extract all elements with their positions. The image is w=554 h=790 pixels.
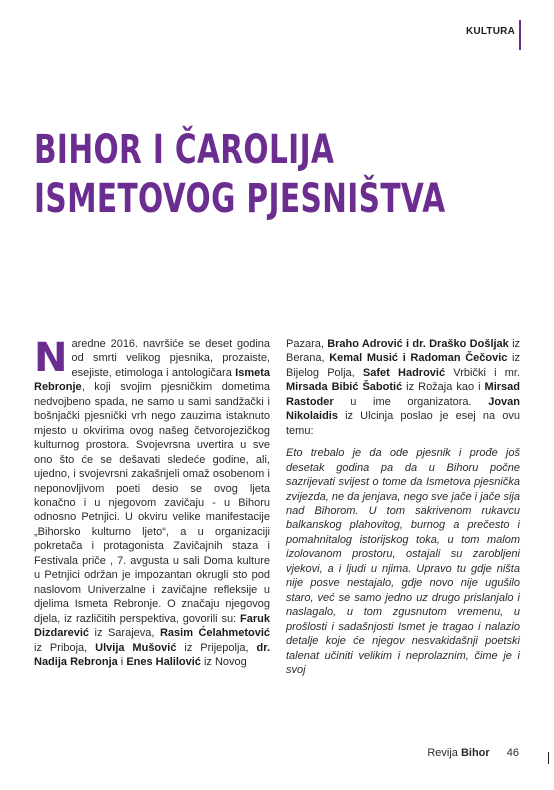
text-run: iz Priboja, (34, 641, 96, 654)
section-divider (519, 20, 521, 50)
drop-cap: N (34, 335, 68, 381)
text-run: iz Rožaja kao i (402, 381, 485, 394)
text-run: iz Prijepolja, (176, 641, 257, 654)
essay-quote: Eto trebalo je da ode pjesnik i prođe još desetak godina pa da u Bihoru počne sazrijevati svijest o tome da Ismetova pjesnička zvijezda, ne da jenjava, nego sve jače i jače sija nad Bihorom. U tom sakrivenom rukavcu balkanskog plahovitog, burnog a prečesto i pomahnitalog istorijskog toka, u tom malom izolovanom prostoru, ostajali su zarobljeni vjekovi, a i ljudi u njima. Upravo tu gdje ništa nije posve nestajalo, gdje novo nije ugušilo staro, već se samo jedno uz drugo prislanjalo i naslagalo, u tom zgusnutom vremenu, u prošlosti i sadašnjosti Ismet je tragao i nalazio detalje koje će njegov nesvakidašnji poetski talenat učiniti velikim i neprolaznim, čime je i svoj (286, 447, 520, 676)
text-run: u ime organizatora. (333, 395, 489, 408)
text-run: iz Bijelog Polja, (286, 352, 520, 379)
title-line-2: ISMETOVOG PJESNIŠTVA (34, 176, 446, 222)
person-name: dr. Nadija Rebronja (34, 641, 270, 668)
person-name: Faruk Dizdarević (34, 612, 270, 640)
person-name: Ulvija Mušović (95, 641, 177, 654)
person-name: Safet Hadrović (362, 366, 446, 379)
text-run: i (117, 655, 127, 668)
intro-paragraph (34, 337, 270, 669)
section-label: KULTURA (466, 26, 515, 37)
text-run: iz Novog (200, 655, 247, 668)
crop-mark (548, 752, 549, 764)
person-name: Kemal Musić i Radoman Čečovic (329, 352, 508, 365)
paragraph-gap (286, 438, 520, 446)
article-column-left (34, 337, 270, 669)
page-footer (427, 747, 519, 759)
person-name: Rasim Ćelahmetović (159, 627, 270, 640)
magazine-brand: Bihor (460, 747, 490, 759)
text-run: iz Ulcinja poslao je esej na ovu temu: (286, 410, 520, 437)
magazine-label: Revija (427, 747, 458, 759)
person-name: Braho Adrović i dr. Draško Došljak (327, 338, 509, 350)
title-line-1: BIHOR I ČAROLIJA (34, 127, 335, 173)
text-run: aredne 2016. navršiće se deset godina od smrti velikog pjesnika, prozaiste, esejiste, etimologa i antologičara (71, 338, 270, 379)
text-run: iz Berana, (286, 338, 521, 365)
article-title (34, 126, 445, 224)
text-run: iz Sarajeva, (89, 627, 160, 640)
person-name: Ismeta Rebronje (34, 366, 270, 394)
person-name: Jovan Nikolaidis (286, 395, 520, 423)
text-run: Vrbički i mr. (445, 366, 520, 379)
speakers-paragraph (286, 337, 520, 438)
article-column-right (286, 337, 520, 677)
person-name: Mirsad Rastoder (286, 381, 520, 408)
person-name: Enes Halilović (126, 655, 201, 668)
person-name: Mirsada Bibić Šabotić (286, 381, 403, 394)
page-number: 46 (506, 747, 519, 759)
text-run: Pazara, (286, 338, 328, 350)
text-run: , koji svojim pjesničkim dometima nedvojbeno spada, ne samo u sami sandžački i bošnjački pjesnički vrh nego zauzima istaknuto mjesto u okvirima ovog našeg četvorojezičkog kulturnog prostora. Svojevrsna uvertira u sve ono što će se dešavati sledeće godine, ali, ujedno, i svojevrsni zakašnjeli omaž osobenom i neponovljivom poeti desio se ovog ljeta konačno i u njegovom zavičaju - u Bihoru odnosno Petnjici. U okviru velike manifestacije „Bihorsko kulturno ljeto“, a u organizaciji pokretača i protagonista Zavičajnih staza i Festivala priče , 7. avgusta u sali Doma kulture u Petnjici održan je impozantan okrugli sto pod naslovom Univerzalne i zavičajne refleksije u djelima Ismeta Rebronje. O značaju njegovog djela, iz različitih perspektiva, govorili su: (34, 381, 270, 625)
